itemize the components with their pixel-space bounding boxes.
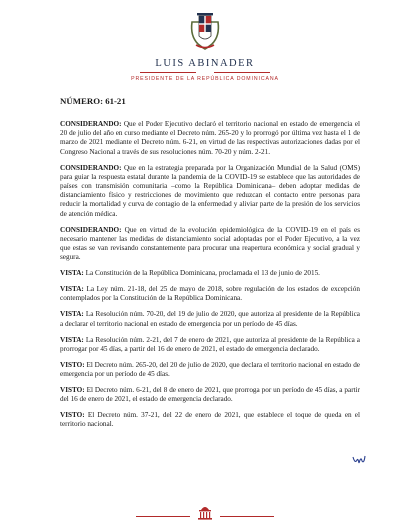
paragraph-text: La Resolución núm. 70-20, del 19 de julio de 2020, que autoriza al presidente de la República a declarar el territorio nacional en estado de emergencia por un período de 45 días. <box>60 310 360 328</box>
paragraph-keyword: CONSIDERANDO: <box>60 163 122 172</box>
paragraph-keyword: VISTA: <box>60 285 84 294</box>
paragraph-text: La Resolución núm. 2-21, del 7 de enero de 2021, que autoriza al presidente de la República a prorrogar por 45 días, a partir del 16 de enero de 2021, el estado de emergencia declarado. <box>60 335 360 353</box>
footer-rule-left <box>136 516 190 517</box>
paragraph-text: El Decreto núm. 265-20, del 20 de julio de 2020, que declara el territorio nacional en estado de emergencia por un período de 45 días. <box>60 360 360 379</box>
president-title: PRESIDENTE DE LA REPÚBLICA DOMINICANA <box>131 76 279 82</box>
paragraph <box>60 361 360 379</box>
paragraph <box>60 269 360 278</box>
decree-number: NÚMERO: 61-21 <box>60 96 126 106</box>
paragraph <box>60 285 360 303</box>
paragraph-text: El Decreto núm. 37-21, del 22 de enero de 2021, que establece el toque de queda en el territorio nacional. <box>60 411 360 429</box>
header-rule-left <box>140 72 196 73</box>
paragraph <box>60 310 360 328</box>
footer-rule-right <box>220 516 274 517</box>
paragraph-keyword: VISTA: <box>60 310 84 319</box>
paragraph <box>60 164 360 219</box>
paragraph <box>60 120 360 157</box>
paragraph-text: El Decreto núm. 6-21, del 8 de enero de 2021, que prorroga por un período de 45 días, a partir del 16 de enero de 2021, el estado de emergencia declarado. <box>60 386 360 404</box>
coat-of-arms-icon <box>188 12 222 50</box>
paragraph <box>60 411 360 429</box>
paragraph-text: Que el Poder Ejecutivo declaró el territorio nacional en estado de emergencia el 20 de julio del año en curso mediante el Decreto núm. 265-20 y lo prorrogó por última vez hasta el 1 de marzo de 2021 mediante el Decreto núm. 6-21, en virtud de las respectivas autorizaciones dadas por el Congreso Nacional a través de sus resoluciones núm. 70-20 y núm. 2-21. <box>60 120 360 156</box>
paragraph <box>60 386 360 404</box>
paragraph-keyword: VISTA: <box>60 335 84 344</box>
president-name: LUIS ABINADER <box>155 58 255 69</box>
paragraph-keyword: VISTO: <box>60 386 85 395</box>
paragraph-text: Que en virtud de la evolución epidemiológica de la COVID-19 en el país es necesario mantener las medidas de distanciamiento social adoptadas por el Poder Ejecutivo, a la vez que estas se van revisando constantemente para procurar una reapertura económica y social gradual y segura. <box>60 225 360 262</box>
paragraph-text: La Ley núm. 21-18, del 25 de mayo de 2018, sobre regulación de los estados de excepción contemplados por la Constitución de la República Dominicana. <box>60 285 360 303</box>
paragraph-text: Que en la estrategia preparada por la Organización Mundial de la Salud (OMS) para guiar la respuesta estatal durante la pandemia de la COVID-19 se establece que las autoridades de países con transmisión comunitaria –como la República Dominicana– deben adoptar medidas de distanciamiento físico y restricciones de movimiento que reduzcan el contacto entre personas para reducir la mortalidad y curva de contagio de la enfermedad y aliviar parte de la presión de los servicios de atención médica. <box>60 163 360 218</box>
paragraph <box>60 226 360 263</box>
paragraph-keyword: VISTA: <box>60 269 84 278</box>
decree-body <box>60 120 360 436</box>
paragraph-keyword: VISTO: <box>60 360 85 369</box>
paragraph-text: La Constitución de la República Dominicana, proclamada el 13 de junio de 2015. <box>83 269 320 278</box>
signature-initials-icon <box>352 454 366 466</box>
paragraph-keyword: VISTO: <box>60 411 85 420</box>
building-icon <box>196 504 214 520</box>
header-rule-right <box>214 72 270 73</box>
paragraph-keyword: CONSIDERANDO: <box>60 225 122 234</box>
paragraph-keyword: CONSIDERANDO: <box>60 120 122 128</box>
paragraph <box>60 336 360 354</box>
